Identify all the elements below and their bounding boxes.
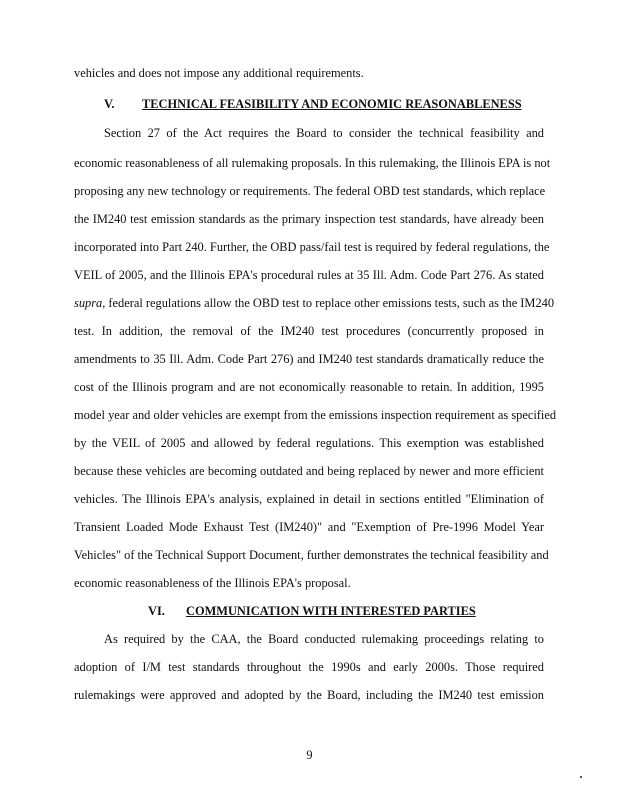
body-text-line: Transient Loaded Mode Exhaust Test (IM240)" and "Exemption of Pre-1996 Model Year [74,520,544,534]
body-text-line: Vehicles" of the Technical Support Document, further demonstrates the technical feasibility and [74,548,549,562]
body-text-fragment: , federal regulations allow the OBD test to replace other emissions tests, such as the IM240 [102,296,555,310]
body-text-line: vehicles and does not impose any additional requirements. [74,66,364,80]
section-heading-communication [148,604,476,619]
body-text-line: vehicles. The Illinois EPA's analysis, explained in detail in sections entitled "Elimination of [74,492,544,506]
latin-term-supra: supra [74,296,103,310]
body-text-line: VEIL of 2005, and the Illinois EPA's procedural rules at 35 Ill. Adm. Code Part 276. As stated [74,268,544,282]
body-text-line: economic reasonableness of the Illinois EPA's proposal. [74,576,351,590]
scan-speck [580,776,582,778]
body-text-line: As required by the CAA, the Board conducted rulemaking proceedings relating to [104,632,544,646]
section-number: V. [104,97,115,111]
body-text-line: incorporated into Part 240. Further, the OBD pass/fail test is required by federal regulations, the [74,240,550,254]
body-text-line: rulemakings were approved and adopted by the Board, including the IM240 test emission [74,688,544,702]
section-title: COMMUNICATION WITH INTERESTED PARTIES [186,604,476,618]
section-title: TECHNICAL FEASIBILITY AND ECONOMIC REASONABLENESS [142,97,522,111]
body-text-line [74,296,555,311]
body-text-line: Section 27 of the Act requires the Board to consider the technical feasibility and [104,126,544,140]
body-text-line: proposing any new technology or requirements. The federal OBD test standards, which replace [74,184,546,198]
body-text-line: adoption of I/M test standards throughout the 1990s and early 2000s. Those required [74,660,544,674]
page-number: 9 [306,748,313,762]
body-text-line: the IM240 test emission standards as the primary inspection test standards, have already been [74,212,544,226]
body-text-line: model year and older vehicles are exempt from the emissions inspection requirement as specified [74,408,557,422]
section-number: VI. [148,604,165,618]
body-text-line: economic reasonableness of all rulemaking proposals. In this rulemaking, the Illinois EPA is not [74,156,551,170]
section-heading-technical-feasibility [104,97,522,112]
body-text-line: cost of the Illinois program and are not economically reasonable to retain. In addition, 1995 [74,380,544,394]
body-text-line: amendments to 35 Ill. Adm. Code Part 276) and IM240 test standards dramatically reduce the [74,352,544,366]
body-text-line: because these vehicles are becoming outdated and being replaced by newer and more efficient [74,464,544,478]
body-text-line: by the VEIL of 2005 and allowed by federal regulations. This exemption was established [74,436,544,450]
body-text-line: test. In addition, the removal of the IM240 test procedures (concurrently proposed in [74,324,544,338]
